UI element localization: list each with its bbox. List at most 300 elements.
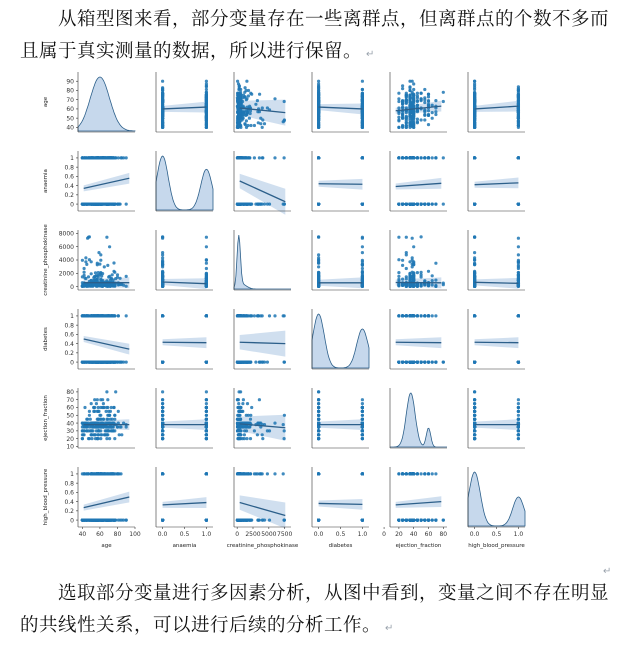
scatter-point [86, 314, 89, 317]
y-tick-label: 1 [70, 313, 74, 321]
scatter-point [401, 106, 404, 109]
y-tick-label: 0.4 [64, 182, 74, 190]
scatter-point [442, 100, 445, 103]
pairplot-cell-anaemia-vs-diabetes [312, 151, 369, 211]
scatter-point [408, 203, 411, 206]
scatter-point [268, 314, 271, 317]
y-tick-label: 0 [70, 283, 74, 291]
regression-band [84, 336, 130, 355]
scatter-point [247, 94, 250, 97]
scatter-point [317, 235, 320, 238]
pairplot-cell-creatinine_phosphokinase-vs-creatinine_phosphokinase [234, 230, 291, 290]
scatter-point [108, 156, 111, 159]
scatter-point [101, 272, 104, 275]
scatter-point [241, 111, 244, 114]
scatter-point [412, 156, 415, 159]
y-tick-label: 4000 [58, 257, 74, 265]
scatter-point [517, 237, 520, 240]
scatter-point [117, 314, 120, 317]
scatter-point [517, 284, 520, 287]
scatter-point [243, 156, 246, 159]
scatter-point [408, 121, 411, 124]
scatter-point [95, 279, 98, 282]
scatter-point [249, 203, 252, 206]
scatter-point [205, 262, 208, 265]
confidence-band [240, 174, 286, 215]
scatter-point [405, 156, 408, 159]
scatter-point [361, 260, 364, 263]
scatter-point [87, 156, 90, 159]
scatter-point [258, 361, 261, 364]
scatter-point [317, 121, 320, 124]
pairplot-cell-age-vs-anaemia [156, 72, 213, 132]
scatter-point [205, 82, 208, 85]
scatter-point [254, 361, 257, 364]
scatter-point [473, 251, 476, 254]
pairplot-cell-anaemia-vs-high_blood_pressure [468, 151, 525, 211]
scatter-point [161, 114, 164, 117]
pairplot-cell-diabetes-vs-diabetes [312, 309, 369, 369]
scatter-point [238, 314, 241, 317]
scatter-point [473, 203, 476, 206]
scatter-point [245, 203, 248, 206]
scatter-point [317, 82, 320, 85]
scatter-point [401, 87, 404, 90]
scatter-point [442, 156, 445, 159]
scatter-point [239, 98, 242, 101]
scatter-point [517, 87, 520, 90]
scatter-point [423, 96, 426, 99]
pairplot-cell-anaemia-vs-creatinine_phosphokinase [234, 151, 291, 215]
scatter-point [411, 102, 414, 105]
scatter-point [397, 284, 400, 287]
scatter-point [103, 265, 106, 268]
scatter-point [473, 121, 476, 124]
scatter-point [161, 283, 164, 286]
scatter-point [517, 97, 520, 100]
scatter-point [434, 279, 437, 282]
scatter-point [427, 109, 430, 112]
scatter-point [244, 123, 247, 126]
scatter-point [98, 263, 101, 266]
scatter-point [397, 275, 400, 278]
pairplot-cell-anaemia-vs-age [64, 151, 135, 211]
scatter-point [423, 109, 426, 112]
scatter-point [95, 156, 98, 159]
scatter-point [245, 80, 248, 83]
scatter-point [238, 203, 241, 206]
y-tick-label: 0.2 [64, 192, 74, 200]
scatter-point [423, 156, 426, 159]
pairplot-cell-diabetes-vs-creatinine_phosphokinase [234, 309, 291, 369]
scatter-point [411, 93, 414, 96]
scatter-point [161, 275, 164, 278]
scatter-point [161, 260, 164, 263]
y-tick-label: 0.6 [64, 331, 74, 339]
pairplot-cell-age-vs-age [66, 72, 135, 132]
scatter-point [261, 118, 264, 121]
scatter-point [405, 94, 408, 97]
scatter-point [412, 115, 415, 118]
scatter-point [83, 267, 86, 270]
scatter-point [108, 285, 111, 288]
scatter-point [361, 270, 364, 273]
scatter-point [401, 116, 404, 119]
scatter-point [245, 119, 248, 122]
scatter-point [405, 203, 408, 206]
scatter-point [236, 92, 239, 95]
scatter-point [361, 120, 364, 123]
scatter-point [161, 92, 164, 95]
confidence-band [84, 336, 130, 355]
scatter-point [259, 314, 262, 317]
pairplot-chart [0, 68, 641, 580]
scatter-point [317, 265, 320, 268]
scatter-point [81, 259, 84, 262]
scatter-point [205, 116, 208, 119]
scatter-point [405, 124, 408, 127]
scatter-point [109, 279, 112, 282]
scatter-point [237, 82, 240, 85]
pairplot-cell-anaemia-vs-ejection_fraction [390, 151, 447, 211]
scatter-point [317, 118, 320, 121]
scatter-point [250, 314, 253, 317]
scatter-point [431, 111, 434, 114]
scatter-point [397, 92, 400, 95]
pairplot-cell-diabetes-vs-anaemia [156, 309, 213, 369]
scatter-point [238, 114, 241, 117]
scatter-point [248, 105, 251, 108]
scatter-point [405, 236, 408, 239]
scatter-point [205, 97, 208, 100]
scatter-point [397, 106, 400, 109]
scatter-point [84, 256, 87, 259]
scatter-point [412, 82, 415, 85]
scatter-point [205, 119, 208, 122]
pairplot-cell-diabetes-vs-ejection_fraction [390, 309, 447, 369]
y-tick-label: 60 [66, 106, 74, 114]
scatter-point [205, 259, 208, 262]
scatter-point [517, 245, 520, 248]
scatter-point [253, 156, 256, 159]
scatter-point [116, 273, 119, 276]
scatter-point [361, 111, 364, 114]
scatter-point [416, 284, 419, 287]
scatter-point [317, 262, 320, 265]
scatter-point [442, 91, 445, 94]
scatter-point [416, 94, 419, 97]
scatter-point [401, 259, 404, 262]
scatter-point [261, 361, 264, 364]
scatter-point [397, 97, 400, 100]
scatter-point [401, 100, 404, 103]
scatter-point [258, 93, 261, 96]
scatter-point [245, 97, 248, 100]
scatter-point [268, 203, 271, 206]
scatter-point [317, 203, 320, 206]
scatter-point [236, 126, 239, 129]
scatter-point [317, 101, 320, 104]
y-tick-label: 0.8 [64, 164, 74, 172]
scatter-point [412, 97, 415, 100]
scatter-point [361, 267, 364, 270]
scatter-point [113, 271, 116, 274]
scatter-point [273, 97, 276, 100]
scatter-point [84, 260, 87, 263]
scatter-point [317, 111, 320, 114]
y-tick-label: 0 [70, 201, 74, 209]
scatter-point [161, 237, 164, 240]
scatter-point [434, 110, 437, 113]
scatter-point [261, 156, 264, 159]
scatter-point [397, 278, 400, 281]
scatter-point [361, 97, 364, 100]
scatter-point [239, 101, 242, 104]
scatter-point [412, 272, 415, 275]
scatter-point [408, 98, 411, 101]
scatter-point [205, 267, 208, 270]
scatter-point [87, 275, 90, 278]
scatter-point [517, 203, 520, 206]
scatter-point [112, 156, 115, 159]
scatter-point [434, 203, 437, 206]
scatter-point [282, 120, 285, 123]
scatter-point [420, 285, 423, 288]
scatter-point [90, 156, 93, 159]
scatter-point [517, 91, 520, 94]
scatter-point [411, 265, 414, 268]
confidence-band [84, 173, 130, 192]
paragraph-top-text: 从箱型图来看，部分变量存在一些离群点，但离群点的个数不多而且属于真实测量的数据，所以进行保留。 [20, 9, 610, 62]
scatter-point [397, 271, 400, 274]
y-tick-label: 70 [66, 96, 74, 104]
scatter-point [99, 156, 102, 159]
scatter-point [431, 156, 434, 159]
scatter-point [412, 279, 415, 282]
scatter-point [317, 126, 320, 129]
scatter-point [434, 156, 437, 159]
scatter-point [431, 274, 434, 277]
scatter-point [107, 361, 110, 364]
scatter-point [317, 259, 320, 262]
pairplot-cell-diabetes-vs-age [64, 309, 135, 369]
scatter-point [405, 284, 408, 287]
scatter-point [236, 80, 239, 83]
scatter-point [161, 361, 164, 364]
scatter-point [473, 259, 476, 262]
scatter-point [427, 114, 430, 117]
scatter-point [261, 106, 264, 109]
scatter-point [122, 284, 125, 287]
scatter-point [81, 203, 84, 206]
scatter-point [517, 111, 520, 114]
y-tick-label: 0.6 [64, 173, 74, 181]
kde-curve-anaemia [156, 156, 213, 210]
scatter-point [113, 284, 116, 287]
scatter-point [249, 124, 252, 127]
scatter-point [408, 156, 411, 159]
scatter-point [92, 361, 95, 364]
kde-curve-diabetes [312, 314, 369, 368]
scatter-point [161, 121, 164, 124]
scatter-point [473, 283, 476, 286]
scatter-point [81, 361, 84, 364]
scatter-point [239, 156, 242, 159]
scatter-point [427, 156, 430, 159]
scatter-point [256, 99, 259, 102]
scatter-point [431, 117, 434, 120]
scatter-point [442, 283, 445, 286]
scatter-point [273, 314, 276, 317]
scatter-point [119, 203, 122, 206]
scatter-point [517, 273, 520, 276]
scatter-point [431, 279, 434, 282]
scatter-point [405, 115, 408, 118]
scatter-point [517, 279, 520, 282]
pairplot-cell-age-vs-diabetes [312, 72, 369, 132]
scatter-point [283, 156, 286, 159]
scatter-point [411, 80, 414, 83]
scatter-point [427, 123, 430, 126]
scatter-point [405, 251, 408, 254]
scatter-point [473, 271, 476, 274]
scatter-point [473, 263, 476, 266]
scatter-point [397, 119, 400, 122]
scatter-point [401, 203, 404, 206]
scatter-point [420, 235, 423, 238]
scatter-point [161, 256, 164, 259]
pairplot-cell-age-vs-ejection_fraction [390, 72, 447, 132]
scatter-point [259, 203, 262, 206]
scatter-point [122, 156, 125, 159]
scatter-point [161, 101, 164, 104]
scatter-point [317, 114, 320, 117]
scatter-point [397, 116, 400, 119]
scatter-point [95, 203, 98, 206]
y-tick-label: 0 [70, 359, 74, 367]
pairplot-cells [43, 72, 525, 549]
scatter-point [205, 277, 208, 280]
pairplot-cell-creatinine_phosphokinase-vs-anaemia [156, 230, 213, 290]
scatter-point [517, 126, 520, 129]
scatter-point [423, 203, 426, 206]
scatter-point [420, 97, 423, 100]
scatter-point [411, 237, 414, 240]
scatter-point [266, 361, 269, 364]
scatter-point [416, 203, 419, 206]
scatter-point [113, 361, 116, 364]
scatter-point [361, 125, 364, 128]
scatter-point [405, 267, 408, 270]
scatter-point [161, 265, 164, 268]
y-tick-label: 8000 [58, 230, 74, 238]
scatter-point [238, 361, 241, 364]
scatter-point [86, 237, 89, 240]
scatter-point [108, 275, 111, 278]
scatter-point [427, 270, 430, 273]
scatter-point [473, 114, 476, 117]
scatter-point [94, 271, 97, 274]
scatter-point [161, 86, 164, 89]
scatter-point [245, 113, 248, 116]
kde-curve-creatinine_phosphokinase [234, 235, 291, 289]
scatter-point [427, 93, 430, 96]
scatter-point [105, 203, 108, 206]
scatter-point [431, 361, 434, 364]
scatter-point [423, 113, 426, 116]
scatter-point [85, 361, 88, 364]
y-tick-label: 90 [66, 78, 74, 86]
scatter-point [248, 117, 251, 120]
scatter-point [416, 271, 419, 274]
scatter-point [236, 121, 239, 124]
scatter-point [412, 203, 415, 206]
scatter-point [434, 285, 437, 288]
y-tick-label: 6000 [58, 243, 74, 251]
scatter-point [112, 314, 115, 317]
scatter-point [259, 122, 262, 125]
scatter-point [401, 156, 404, 159]
scatter-point [397, 203, 400, 206]
scatter-point [473, 80, 476, 83]
scatter-point [411, 259, 414, 262]
scatter-point [254, 103, 257, 106]
scatter-point [83, 274, 86, 277]
scatter-point [161, 314, 164, 317]
scatter-point [236, 97, 239, 100]
scatter-point [317, 271, 320, 274]
scatter-point [248, 156, 251, 159]
scatter-point [412, 88, 415, 91]
scatter-point [473, 235, 476, 238]
scatter-point [473, 92, 476, 95]
scatter-point [517, 120, 520, 123]
scatter-point [125, 203, 128, 206]
scatter-point [361, 245, 364, 248]
scatter-point [317, 253, 320, 256]
scatter-point [112, 261, 115, 264]
scatter-point [517, 260, 520, 263]
scatter-point [88, 258, 91, 261]
scatter-point [81, 284, 84, 287]
scatter-point [205, 272, 208, 275]
y-tick-label: 1 [70, 155, 74, 163]
y-tick-label: 80 [66, 87, 74, 95]
pairplot-cell-anaemia-vs-anaemia [156, 151, 213, 211]
scatter-point [205, 80, 208, 83]
scatter-point [122, 361, 125, 364]
scatter-point [361, 117, 364, 120]
scatter-point [244, 86, 247, 89]
scatter-point [317, 156, 320, 159]
scatter-point [161, 80, 164, 83]
scatter-point [473, 156, 476, 159]
scatter-point [420, 156, 423, 159]
regression-band [84, 173, 130, 192]
scatter-point [431, 283, 434, 286]
scatter-point [397, 156, 400, 159]
scatter-point [427, 203, 430, 206]
scatter-point [473, 82, 476, 85]
scatter-point [205, 314, 208, 317]
scatter-point [249, 361, 252, 364]
scatter-point [473, 98, 476, 101]
scatter-point [106, 264, 109, 267]
scatter-point [473, 111, 476, 114]
scatter-point [238, 111, 241, 114]
scatter-point [85, 284, 88, 287]
scatter-point [416, 121, 419, 124]
